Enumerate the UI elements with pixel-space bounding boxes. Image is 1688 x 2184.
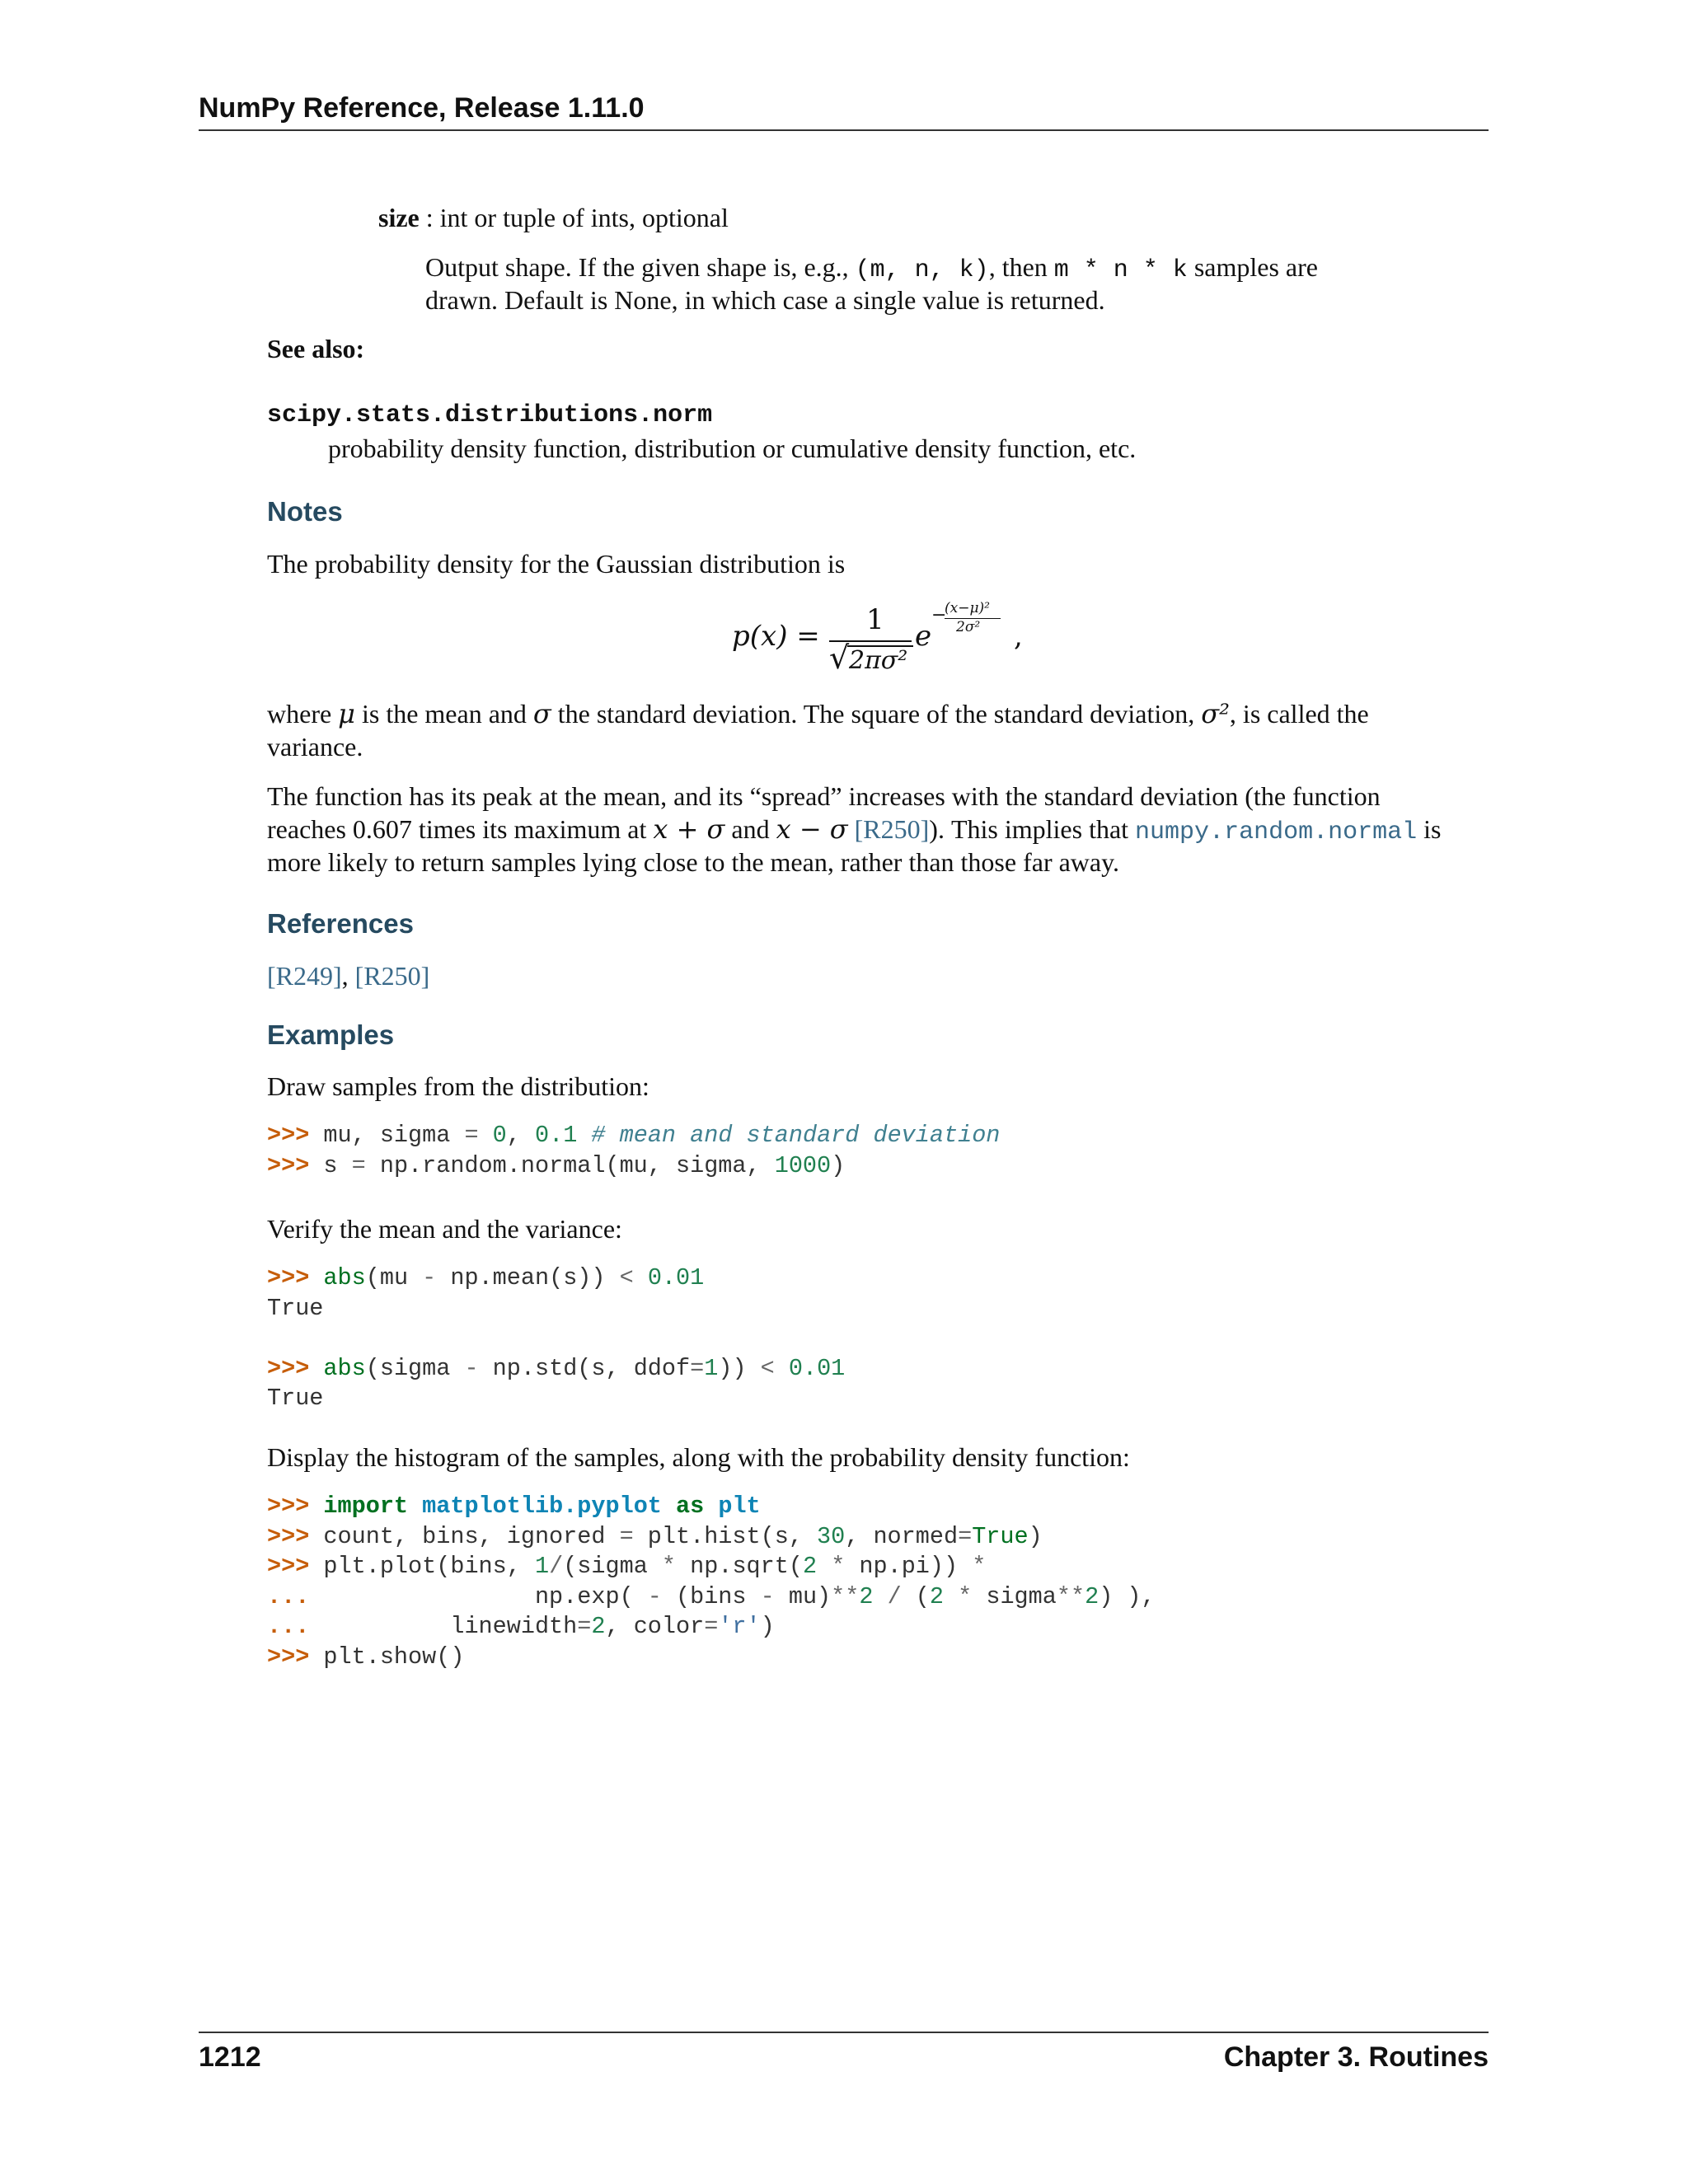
numpy-random-normal-link[interactable]: numpy.random.normal: [1135, 818, 1418, 846]
formula-lhs: p(x) =: [732, 620, 820, 653]
formula-trail: ,: [1014, 620, 1023, 653]
see-also-heading: See also:: [267, 334, 365, 363]
formula-exp-den: 2σ²: [956, 619, 981, 635]
examples-text-3: Display the histogram of the samples, along with the probability density function:: [267, 1442, 1130, 1472]
param-name: size: [378, 203, 420, 232]
header-rule: [199, 129, 1489, 131]
param-line: [378, 201, 729, 234]
sigma-squared-symbol: σ²: [1201, 698, 1230, 729]
mu-symbol: μ: [338, 698, 355, 729]
notes-paragraph-1-line-2: variance.: [267, 732, 363, 762]
product-code: m * n * k: [1053, 256, 1188, 284]
references-list: [R249], [R250]: [267, 961, 430, 991]
formula-denominator: 2πσ²: [849, 646, 908, 675]
chapter-label: Chapter 3. Routines: [1223, 2041, 1489, 2073]
reference-link-r249[interactable]: [R249]: [267, 961, 342, 991]
notes-paragraph-1-line-1: where μ is the mean and σ the standard deviation. The square of the standard deviation, σ², is called the: [267, 698, 1369, 729]
code-block-1: >>> mu, sigma = 0, 0.1 # mean and standard deviation >>> s = np.random.normal(mu, sigma, 1000): [267, 1122, 1001, 1179]
code-block-3: >>> import matplotlib.pyplot as plt >>> count, bins, ignored = plt.hist(s, 30, normed=True) >>> plt.plot(bins, 1/(sigma * np.sqrt(2 * np.pi)) * ... np.exp( - (bins - mu)**2 / (2 * sigma**2) ), ... linewidth=2, color='r') >>> plt.show(): [267, 1493, 1156, 1671]
param-description-line-2: drawn. Default is None, in which case a single value is returned.: [425, 285, 1105, 315]
exp-minus: −: [931, 605, 947, 626]
references-heading: References: [267, 908, 414, 939]
notes-paragraph-2-line-3: more likely to return samples lying close to the mean, rather than those far away.: [267, 847, 1120, 877]
param-description-line-1: Output shape. If the given shape is, e.g., (m, n, k), then m * n * k samples are: [425, 252, 1318, 284]
footer-rule: [199, 2032, 1489, 2033]
code-block-2: >>> abs(mu - np.mean(s)) < 0.01 True >>> abs(sigma - np.std(s, ddof=1)) < 0.01 True: [267, 1264, 846, 1412]
shape-code: (m, n, k): [855, 256, 989, 284]
x-plus-sigma: x + σ: [653, 813, 725, 845]
running-header: NumPy Reference, Release 1.11.0: [199, 92, 645, 124]
notes-paragraph-2-line-2: reaches 0.607 times its maximum at x + σ and x − σ [R250]). This implies that numpy.random.normal is: [267, 813, 1442, 846]
see-also-description: probability density function, distribution or cumulative density function, etc.: [328, 434, 1137, 463]
citation-link-r250[interactable]: [R250]: [854, 814, 930, 844]
see-also-link[interactable]: scipy.stats.distributions.norm: [267, 401, 713, 429]
formula-base: e: [915, 620, 932, 653]
sqrt-sign: √: [829, 640, 850, 676]
sigma-symbol: σ: [532, 698, 551, 729]
notes-paragraph-2-line-1: The function has its peak at the mean, and its “spread” increases with the standard deviation (the function: [267, 781, 1381, 811]
notes-intro: The probability density for the Gaussian distribution is: [267, 549, 846, 579]
x-minus-sigma: x − σ: [776, 813, 848, 845]
formula-numerator: 1: [866, 603, 884, 636]
gaussian-formula: [732, 593, 1029, 676]
examples-text-2: Verify the mean and the variance:: [267, 1214, 622, 1244]
examples-text-1: Draw samples from the distribution:: [267, 1071, 649, 1101]
param-type: int or tuple of ints, optional: [439, 203, 729, 232]
param-sep: :: [419, 203, 440, 232]
reference-link-r250[interactable]: [R250]: [354, 961, 430, 991]
examples-heading: Examples: [267, 1019, 395, 1050]
notes-heading: Notes: [267, 496, 343, 527]
formula-exp-num: (x−μ)²: [945, 600, 990, 616]
page-number: 1212: [199, 2041, 261, 2073]
